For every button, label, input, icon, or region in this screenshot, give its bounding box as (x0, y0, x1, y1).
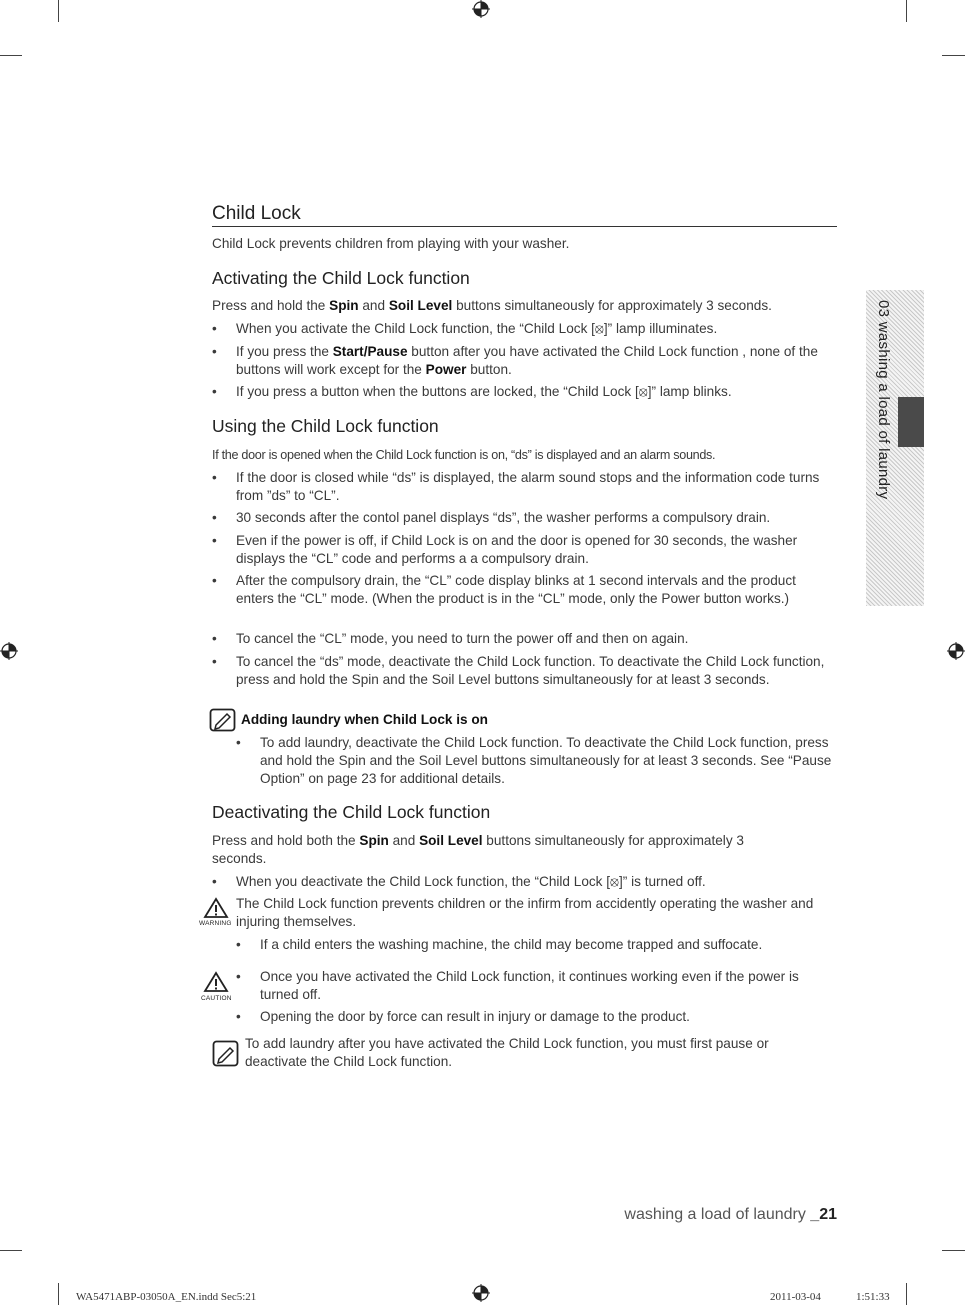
list-item: • 30 seconds after the contol panel displays “ds”, the washer performs a compulsory drain. (212, 510, 771, 525)
warning-text: The Child Lock function prevents children or the infirm from accidently operating the washer and injuring themselves. (236, 896, 814, 929)
list-item: • After the compulsory drain, the “CL” code display blinks at 1 second intervals and the product enters the “CL” mode. (When the product is in the “CL” mode, only the Power button works.) (212, 573, 796, 606)
registration-mark-icon (0, 642, 18, 660)
warning-label: WARNING (199, 920, 232, 927)
note-text: To add laundry after you have activated the Child Lock function, you must first pause or deactivate the Child Lock function. (245, 1036, 769, 1069)
slug-time: 1:51:33 (856, 1291, 890, 1303)
crop-mark (942, 1250, 965, 1251)
list-item: • If the door is closed while “ds” is displayed, the alarm sound stops and the information code turns from ”ds” to “CL”. (212, 470, 820, 503)
list-item: • If you press the Start/Pause button after you have activated the Child Lock function , none of the buttons will work except for the Power button. (212, 344, 818, 377)
using-heading: Using the Child Lock function (212, 416, 439, 436)
chapter-tab-label: 03 washing a load of laundry (875, 300, 892, 500)
caution-icon (203, 971, 229, 992)
activating-heading: Activating the Child Lock function (212, 268, 470, 288)
crop-mark (58, 1283, 59, 1305)
list-item: • Even if the power is off, if Child Lock is on and the door is opened for 30 seconds, the washer displays the “CL” code and performs a a compulsory drain. (212, 533, 798, 566)
note-title: Adding laundry when Child Lock is on (241, 712, 488, 727)
list-item: • When you activate the Child Lock function, the “Child Lock [⦻]” lamp illuminates. (212, 321, 718, 336)
section-title: Child Lock (212, 203, 837, 227)
crop-mark (942, 55, 965, 56)
using-paragraph: If the door is opened when the Child Lock function is on, “ds” is displayed and an alarm sounds. (212, 448, 716, 462)
file-slug: WA5471ABP-03050A_EN.indd Sec5:21 (76, 1291, 257, 1303)
caution-label: CAUTION (201, 995, 232, 1002)
slug-date: 2011-03-04 (770, 1291, 821, 1303)
list-item: • If a child enters the washing machine, the child may become trapped and suffocate. (236, 937, 763, 952)
crop-mark (0, 1250, 22, 1251)
running-footer: washing a load of laundry _21 (624, 1206, 837, 1223)
activating-paragraph: Press and hold the Spin and Soil Level buttons simultaneously for approximately 3 seconds. (212, 298, 772, 313)
list-item: • If you press a button when the buttons are locked, the “Child Lock [⦻]” lamp blinks. (212, 384, 732, 399)
deactivating-heading: Deactivating the Child Lock function (212, 802, 491, 822)
deactivating-paragraph: Press and hold both the Spin and Soil Level buttons simultaneously for approximately 3 seconds. (212, 833, 744, 866)
list-item: • To cancel the “CL” mode, you need to turn the power off and then on again. (212, 631, 689, 646)
chapter-tab-marker (898, 397, 924, 447)
crop-mark (0, 55, 22, 56)
list-item: • Opening the door by force can result in injury or damage to the product. (236, 1009, 690, 1024)
crop-mark (58, 0, 59, 22)
note-icon (209, 708, 236, 732)
list-item: • When you deactivate the Child Lock function, the “Child Lock [⦻]” is turned off. (212, 874, 706, 889)
section-intro: Child Lock prevents children from playing with your washer. (212, 236, 570, 251)
list-item: • To cancel the “ds” mode, deactivate the Child Lock function. To deactivate the Child Lock function, press and hold the Spin and the Soil Level buttons simultaneously for at least 3 seconds. (212, 654, 825, 687)
registration-mark-icon (947, 642, 965, 660)
registration-mark-icon (472, 1284, 490, 1302)
list-item: • To add laundry, deactivate the Child Lock function. To deactivate the Child Lock function, press and hold the Spin and the Soil Level buttons simultaneously for at least 3 seconds. See “Pause Option” on page 23 for additional details. (236, 735, 832, 786)
registration-mark-icon (472, 0, 490, 18)
note-icon (212, 1040, 239, 1067)
list-item: • Once you have activated the Child Lock function, it continues working even if the power is turned off. (236, 969, 799, 1002)
warning-icon (203, 897, 229, 918)
crop-mark (906, 0, 907, 22)
crop-mark (906, 1283, 907, 1305)
